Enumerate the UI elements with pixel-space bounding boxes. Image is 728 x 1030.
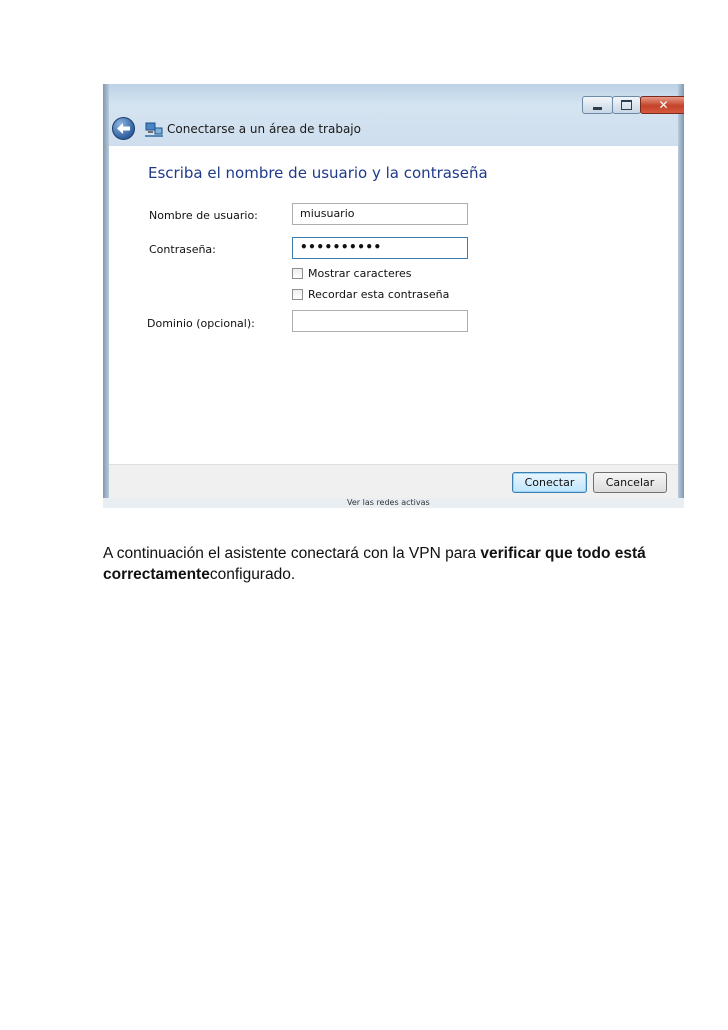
username-field[interactable]: miusuario	[292, 203, 468, 225]
show-characters-checkbox[interactable]	[292, 268, 303, 279]
remember-password-checkbox[interactable]	[292, 289, 303, 300]
network-icon	[145, 121, 163, 137]
caption-text-end: configurado.	[209, 565, 296, 583]
dialog-heading: Escriba el nombre de usuario y la contraseña	[148, 164, 488, 182]
title-bar	[103, 84, 684, 146]
close-icon: ✕	[658, 98, 669, 112]
password-label: Contraseña:	[149, 243, 216, 256]
show-characters-label: Mostrar caracteres	[308, 267, 412, 280]
dialog-content	[109, 146, 678, 464]
taskbar-fragment	[103, 498, 684, 508]
caption-text: A continuación el asistente conectará con la VPN para	[103, 544, 481, 562]
back-arrow-icon	[117, 123, 130, 134]
remember-password-option[interactable]	[292, 288, 449, 301]
dialog-footer	[109, 464, 678, 498]
connect-button[interactable]: Conectar	[512, 472, 587, 493]
maximize-button[interactable]	[612, 96, 641, 114]
maximize-icon	[621, 100, 632, 110]
password-field[interactable]: ••••••••••	[292, 237, 468, 259]
screenshot-frame	[103, 84, 684, 508]
remember-password-label: Recordar esta contraseña	[308, 288, 450, 301]
cancel-button[interactable]: Cancelar	[593, 472, 667, 493]
minimize-icon	[593, 107, 602, 110]
domain-label: Dominio (opcional):	[147, 317, 255, 330]
username-label: Nombre de usuario:	[149, 209, 258, 222]
back-button[interactable]	[112, 117, 135, 140]
window-border-right	[678, 84, 684, 508]
close-button[interactable]	[640, 96, 684, 114]
show-characters-option[interactable]	[292, 267, 412, 280]
caption-paragraph	[103, 543, 663, 585]
domain-field[interactable]	[292, 310, 468, 332]
minimize-button[interactable]	[582, 96, 613, 114]
taskbar-link[interactable]: Ver las redes activas	[347, 498, 430, 507]
window-title: Conectarse a un área de trabajo	[167, 122, 361, 136]
caption-bold-text: verificar que todo está correctamente	[103, 544, 646, 583]
